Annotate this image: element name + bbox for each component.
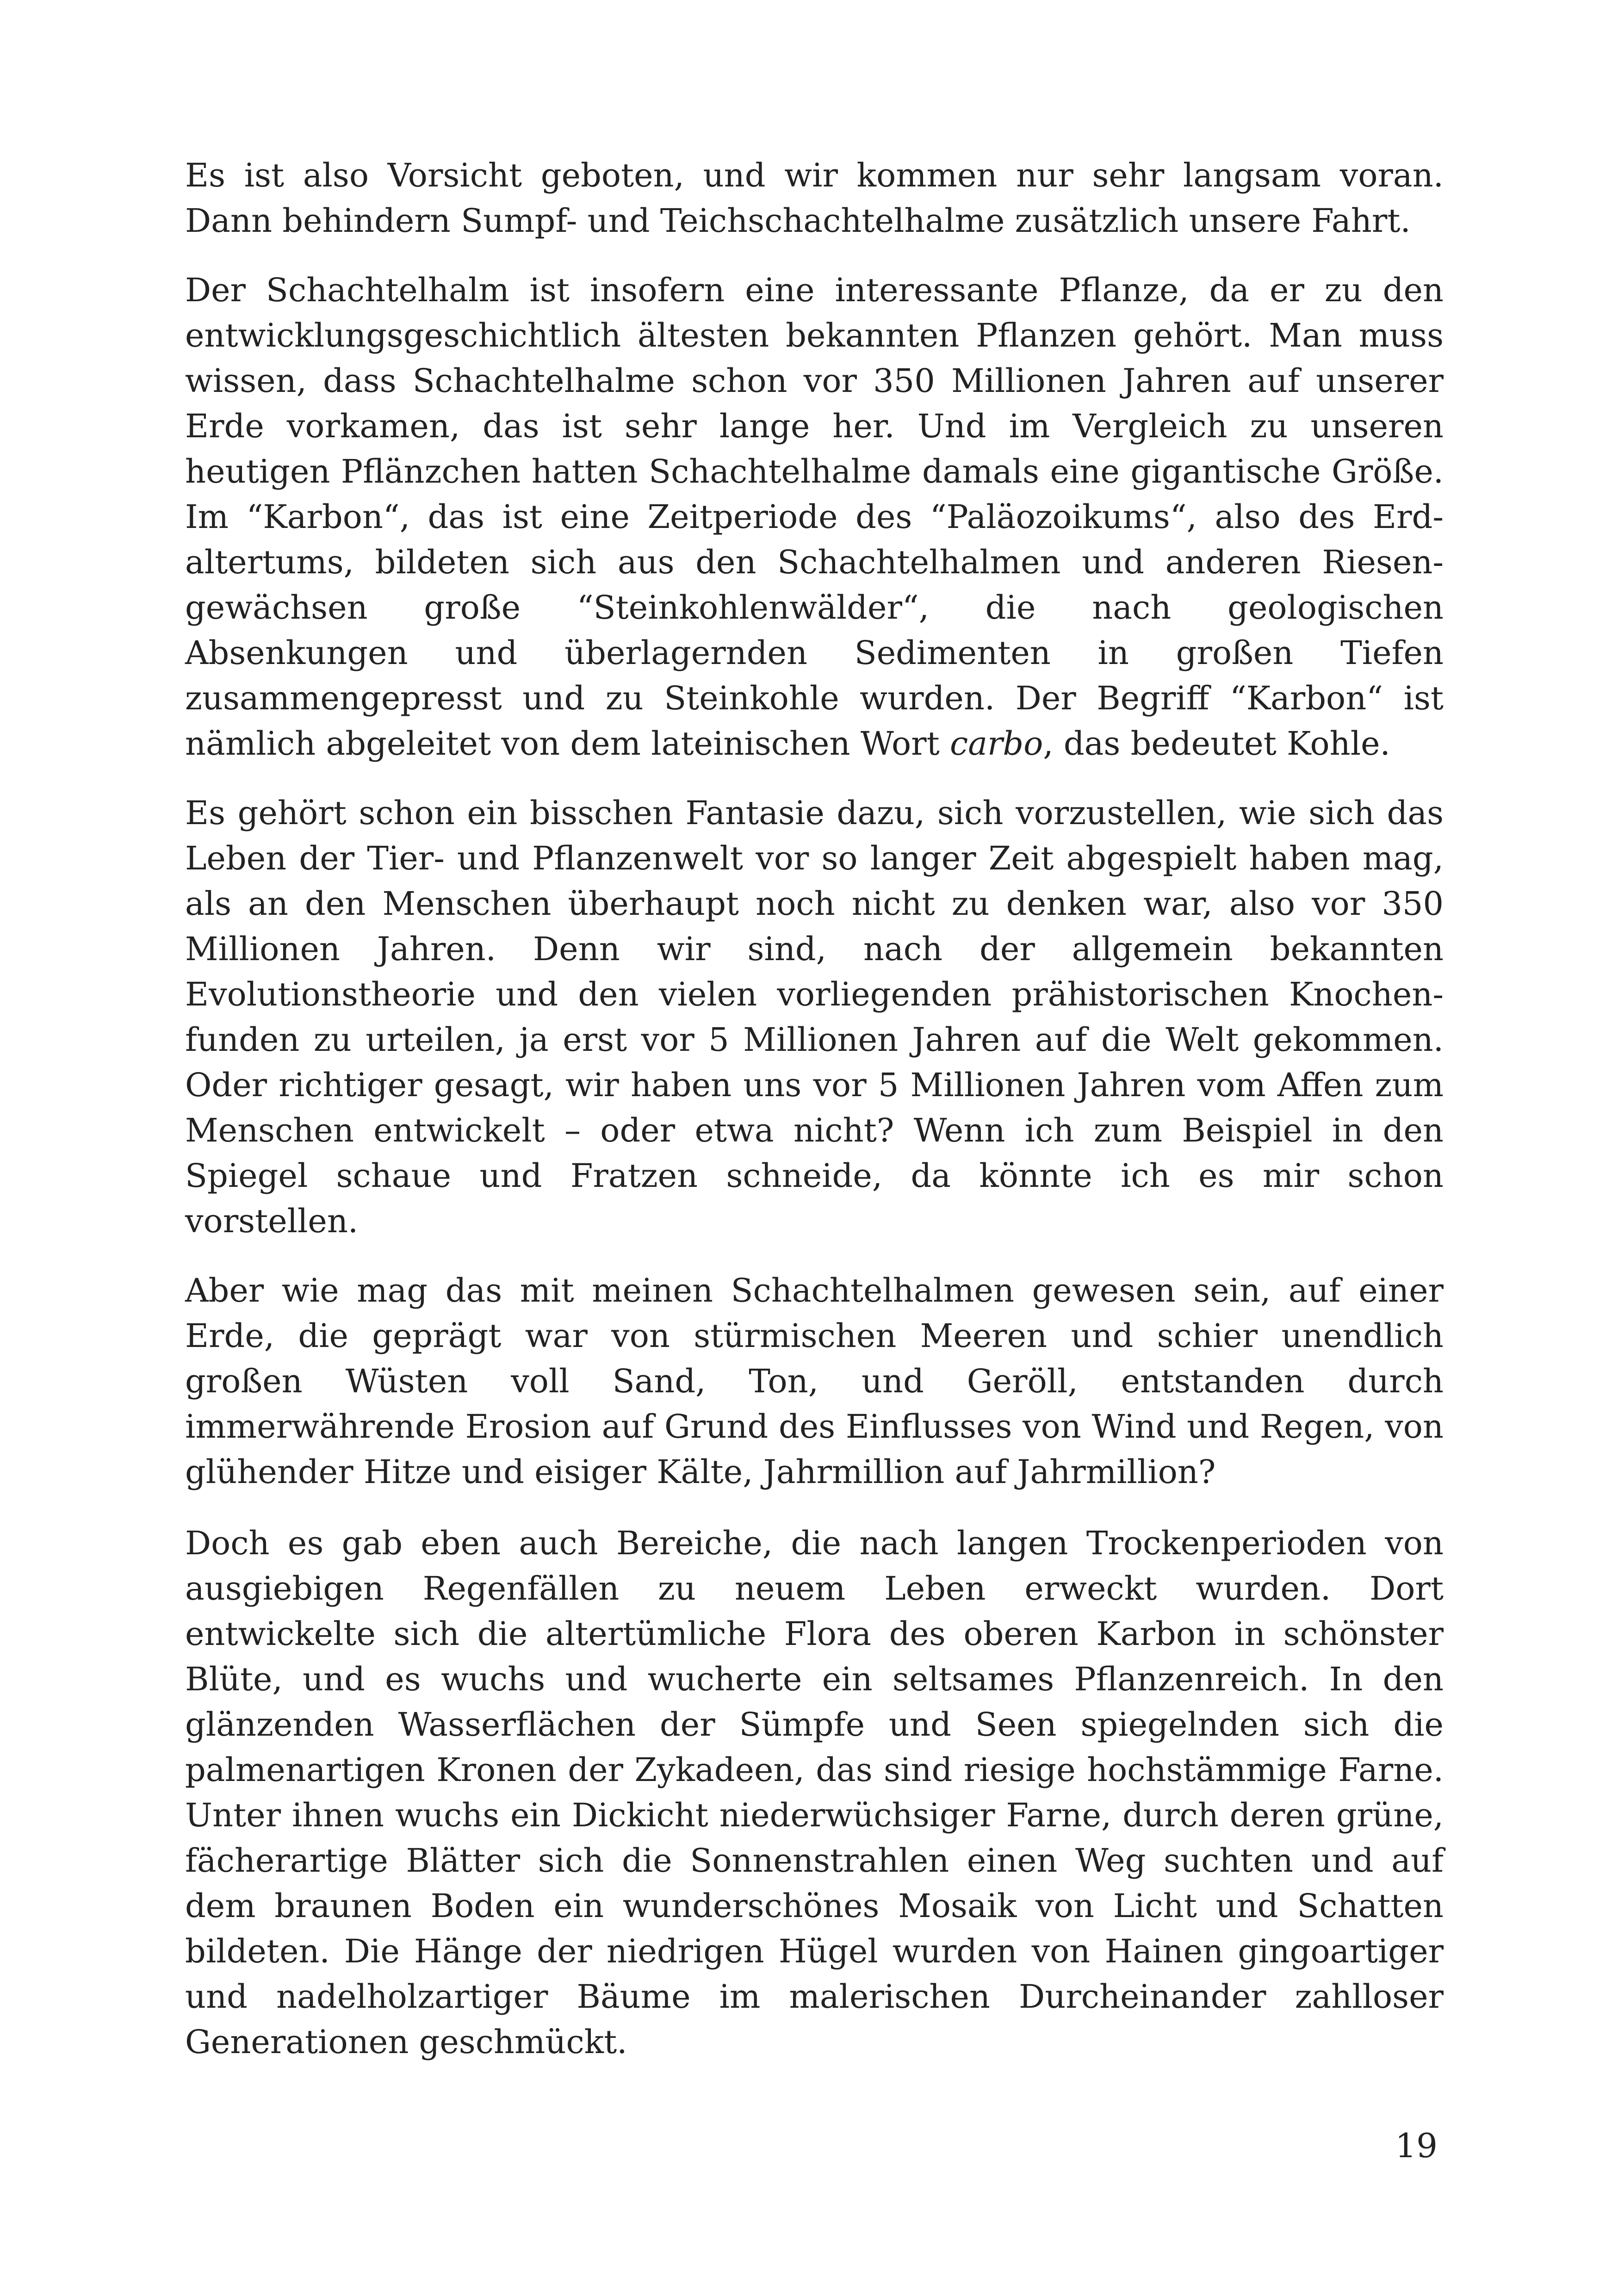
body-text bbox=[185, 153, 1444, 2089]
page-number: 19 bbox=[1395, 2126, 1438, 2165]
paragraph-3: Es gehört schon ein bisschen Fantasie dazu, sich vorzustellen, wie sich das Leben der Tier- und Pflanzenwelt vor so langer Zeit abgespielt haben mag, als an den Menschen überhaupt noch nicht zu denken war, also vor 350 Millionen Jahren. Denn wir sind, nach der allgemein bekannten Evolutionstheorie und den vielen vorliegenden prähistorischen Knochenfunden zu urteilen, ja erst vor 5 Millionen Jahren auf die Welt gekommen. Oder richtiger gesagt, wir haben uns vor 5 Millionen Jahren vom Affen zum Menschen entwickelt – oder etwa nicht? Wenn ich zum Beispiel in den Spiegel schaue und Fratzen schneide, da könnte ich es mir schon vorstellen. bbox=[185, 794, 1444, 1240]
italic-term-carbo: carbo bbox=[950, 725, 1043, 763]
paragraph-5: Doch es gab eben auch Bereiche, die nach langen Trockenperioden von ausgiebigen Regenfällen zu neuem Leben erweckt wurden. Dort entwickelte sich die altertümliche Flora des oberen Karbon in schönster Blüte, und es wuchs und wucherte ein seltsames Pflanzenreich. In den glänzenden Wasserflächen der Sümpfe und Seen spiegelnden sich die palmenartigen Kronen der Zykadeen, das sind riesige hochstämmige Farne. Unter ihnen wuchs ein Dickicht niederwüchsiger Farne, durch deren grüne, fächerartige Blätter sich die Sonnenstrahlen einen Weg suchten und auf dem braunen Boden ein wunderschönes Mosaik von Licht und Schatten bildeten. Die Hänge der niedrigen Hügel wurden von Hainen gingoartiger und nadelholzartiger Bäume im malerischen Durcheinander zahlloser Generationen geschmückt. bbox=[185, 1524, 1444, 2061]
paragraph-1: Es ist also Vorsicht geboten, und wir kommen nur sehr langsam voran. Dann behindern Sumpf- und Teichschachtelhalme zusätzlich unsere Fahrt. bbox=[185, 156, 1444, 240]
paragraph-2-text-end: , das bedeutet Kohle. bbox=[1043, 725, 1390, 763]
paragraph-2-text-start: Der Schachtelhalm ist insofern eine interessante Pflanze, da er zu den entwicklungsgeschichtlich ältesten bekannten Pflanzen gehört. Man muss wissen, dass Schachtelhalme schon vor 350 Millionen Jahren auf unserer Erde vorkamen, das ist sehr lange her. Und im Vergleich zu unseren heutigen Pflänzchen hatten Schachtelhalme damals eine gigantische Größe. Im “Karbon“, das ist eine Zeitperiode des “Paläozoikums“, also des Erdaltertums, bildeten sich aus den Schachtelhalmen und anderen Riesengewächsen große “Steinkohlenwälder“, die nach geologischen Absenkungen und überlagernden Sedimenten in großen Tiefen zusammengepresst und zu Steinkohle wurden. Der Begriff “Karbon“ ist nämlich abgeleitet von dem lateinischen Wort bbox=[185, 271, 1444, 763]
paragraph-4: Aber wie mag das mit meinen Schachtelhalmen gewesen sein, auf einer Erde, die geprägt war von stürmischen Meeren und schier unendlich großen Wüsten voll Sand, Ton, und Geröll, entstanden durch immerwährende Erosion auf Grund des Einflusses von Wind und Regen, von glühender Hitze und eisiger Kälte, Jahrmillion auf Jahrmillion? bbox=[185, 1272, 1444, 1491]
paragraph-2 bbox=[185, 267, 1444, 766]
